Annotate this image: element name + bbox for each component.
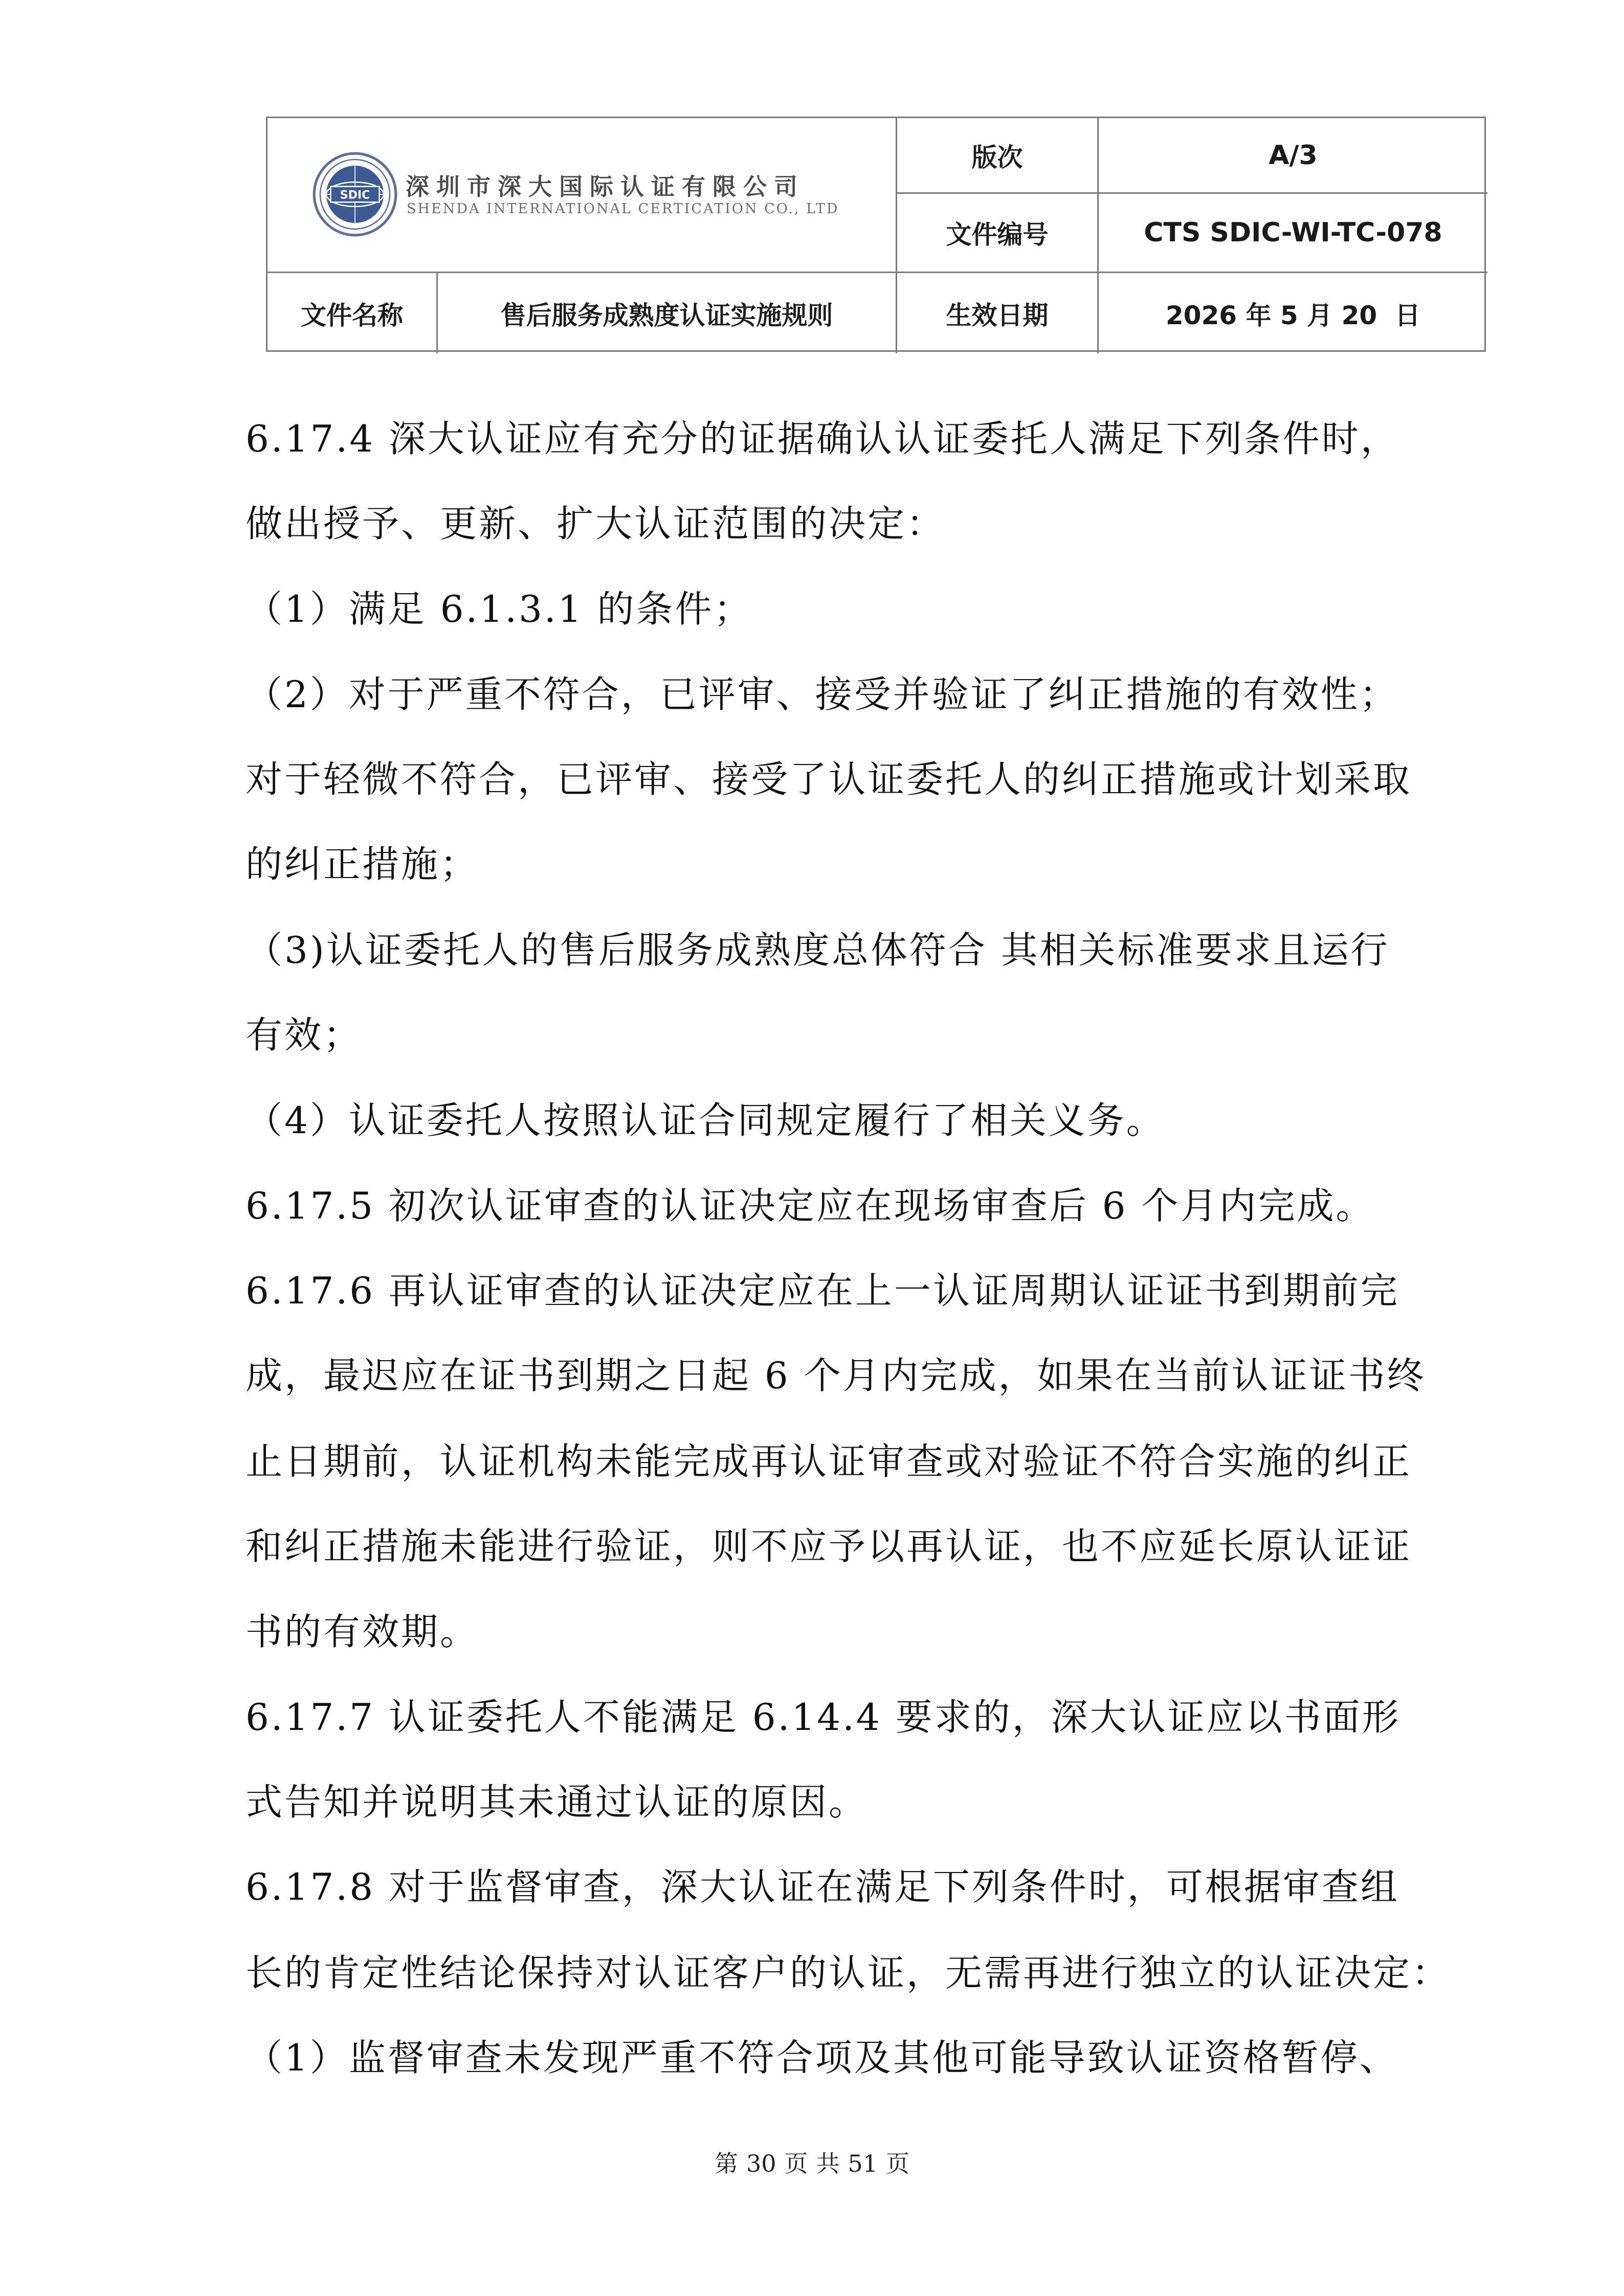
doc-number-label: 文件编号	[946, 220, 1049, 250]
doc-name-value: 售后服务成熟度认证实施规则	[500, 300, 833, 330]
body-line: 6.17.4 深大认证应有充分的证据确认认证委托人满足下列条件时，	[246, 417, 1399, 460]
body-line: 的纠正措施；	[246, 843, 479, 886]
body-line: （4）认证委托人按照认证合同规定履行了相关义务。	[246, 1099, 1165, 1142]
body-line: 成，最迟应在证书到期之日起 6 个月内完成，如果在当前认证证书终	[246, 1354, 1426, 1397]
body-line: 6.17.6 再认证审查的认证决定应在上一认证周期认证证书到期前完	[246, 1269, 1399, 1312]
footer-total-word: 共	[816, 2150, 840, 2177]
page-footer	[0, 2145, 1624, 2179]
body-line: 书的有效期。	[246, 1610, 479, 1653]
body-line: 和纠正措施未能进行验证，则不应予以再认证，也不应延长原认证证	[246, 1525, 1412, 1568]
company-seal-logo	[312, 151, 398, 238]
body-line: 有效；	[246, 1014, 363, 1056]
company-name-en: SHENDA INTERNATIONAL CERTICATION CO., LTD	[407, 201, 839, 217]
doc-name-label: 文件名称	[301, 300, 403, 330]
company-logo-block	[268, 118, 896, 272]
svg-text:SDIC: SDIC	[340, 188, 370, 202]
body-line: 止日期前，认证机构未能完成再认证审查或对验证不符合实施的纠正	[246, 1440, 1412, 1483]
current-page-number: 30	[746, 2150, 776, 2177]
doc-number-value: CTS SDIC-WI-TC-078	[1144, 217, 1442, 248]
footer-page-word: 页	[784, 2150, 808, 2177]
body-line: （2）对于严重不符合，已评审、接受并验证了纠正措施的有效性；	[246, 673, 1398, 716]
body-line: 式告知并说明其未通过认证的原因。	[246, 1781, 868, 1824]
body-line: 对于轻微不符合，已评审、接受了认证委托人的纠正措施或计划采取	[246, 758, 1412, 801]
body-line: 6.17.7 认证委托人不能满足 6.14.4 要求的，深大认证应以书面形	[246, 1696, 1401, 1739]
body-line: （1）监督审查未发现严重不符合项及其他可能导致认证资格暂停、	[246, 2036, 1398, 2079]
body-line: 6.17.8 对于监督审查，深大认证在满足下列条件时，可根据审查组	[246, 1865, 1399, 1908]
body-line: 做出授予、更新、扩大认证范围的决定：	[246, 502, 946, 545]
edition-value: A/3	[1269, 140, 1318, 171]
document-header-table	[266, 117, 1486, 352]
footer-prefix: 第	[714, 2150, 738, 2177]
effective-date-value: 2026 年 5 月 20 日	[1166, 300, 1420, 330]
body-line: 长的肯定性结论保持对认证客户的认证，无需再进行独立的认证决定：	[246, 1951, 1451, 1994]
footer-suffix: 页	[886, 2150, 910, 2177]
edition-label: 版次	[971, 142, 1023, 172]
total-page-number: 51	[848, 2150, 878, 2177]
body-line: （1）满足 6.1.3.1 的条件；	[246, 588, 753, 631]
effective-date-label: 生效日期	[946, 300, 1049, 330]
body-line: 6.17.5 初次认证审查的认证决定应在现场审查后 6 个月内完成。	[246, 1184, 1375, 1227]
body-line: （3)认证委托人的售后服务成熟度总体符合 其相关标准要求且运行	[246, 929, 1390, 972]
company-name-cn: 深圳市深大国际认证有限公司	[406, 173, 805, 200]
